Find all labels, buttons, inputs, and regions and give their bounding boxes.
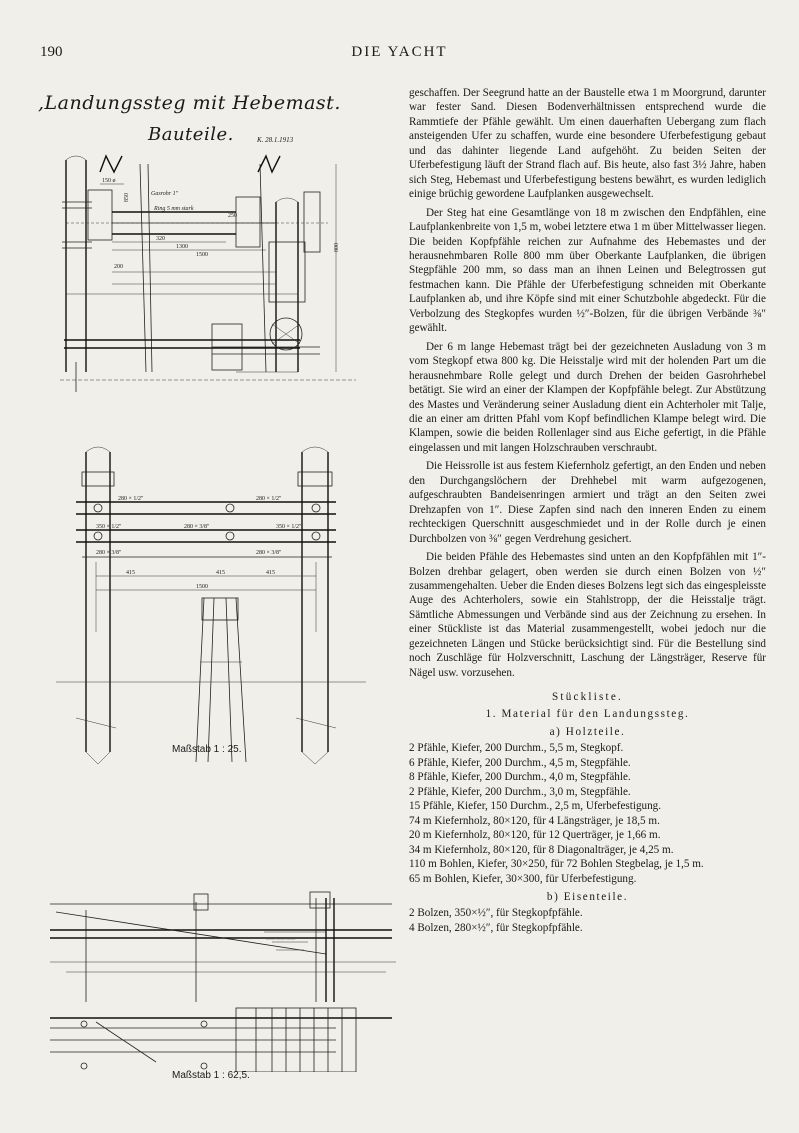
stueckliste-section-1: 1. Material für den Landungssteg. bbox=[485, 707, 690, 720]
list-item: 34 m Kiefernholz, 80×120, für 8 Diagonalträger, je 4,25 m. bbox=[409, 843, 674, 856]
figure-date-note: K. 28.1.1913 bbox=[257, 136, 294, 144]
svg-text:Ring 5 mm stark: Ring 5 mm stark bbox=[154, 206, 194, 212]
list-item: 20 m Kiefernholz, 80×120, für 12 Querträger, je 1,66 m. bbox=[409, 829, 661, 842]
caption-scale-62: Maßstab 1 : 62,5. bbox=[172, 1070, 250, 1081]
stueckliste-heading: Stückliste. bbox=[552, 691, 623, 704]
svg-text:200: 200 bbox=[114, 264, 123, 270]
paragraph-5: Die beiden Pfähle des Hebemastes sind unten an den Kopfpfählen mit 1″-Bolzen drehbar gelagert, oben werden sie durch einen Bolzen von ½″ zusammengehalten. Ueber die Enden dieses Bolzens legt sich das eingespleisste Auge des Achterholers, sowie ein Stahlstropp, der die Heisstalje trägt. Sämtliche Abmessungen und Verbände sind aus der Zeichnung zu ersehen. In einer Stückliste ist das Material zusammengestellt, wobei jedoch nur die gezeichneten Längen und Stücke berücksichtigt sind. Für die Bestellung sind noch Zuschläge für Holzverschnitt, Laschung der Längsträger, Reserve für Nägel usw. vorzusehen. bbox=[409, 551, 767, 679]
eisenteile-list bbox=[409, 906, 766, 935]
drawing-mast-head bbox=[36, 72, 406, 392]
paragraph-1: geschaffen. Der Seegrund hatte an der Baustelle etwa 1 m Moorgrund, darunter war fester Sand. Diesen Bodenverhältnissen entsprechend wurde die Rammtiefe der Pfähle gewählt. Um einen dauerhaften Uebergang zum flach ansteigenden Ufer zu schaffen, wurde eine besondere Uferbefestigung gebaut und das dahinter liegende Land aufgehöht. Zu beiden Seiten der Uferbefestigung läuft der Strand flach auf. Bis heute, also fast 3½ Jahre, haben sich Steg, Hebemast und Uferbefestigung bestens bewährt, es wurden lediglich einige brüchig gewordene Laufplanken ausgewechselt. bbox=[409, 87, 766, 201]
drawing-elevation bbox=[36, 432, 406, 792]
list-item: 4 Bolzen, 280×½″, für Stegkopfpfähle. bbox=[409, 921, 583, 934]
list-item: 110 m Bohlen, Kiefer, 30×250, für 72 Bohlen Stegbelag, je 1,5 m. bbox=[409, 858, 704, 871]
svg-text:—— —— ——: —— —— —— bbox=[266, 936, 296, 941]
svg-text:280 × 1/2": 280 × 1/2" bbox=[118, 496, 144, 502]
svg-text:415: 415 bbox=[126, 570, 135, 576]
svg-text:280 × 3/8": 280 × 3/8" bbox=[256, 550, 282, 556]
paragraph-2: Der Steg hat eine Gesamtlänge von 18 m zwischen den Endpfählen, eine Laufplankenbreite von 1,5 m, wobei letztere etwa 1 m über Mittelwasser liegen. Die beiden Kopfpfähle reichen zur Aufnahme des Hebemastes und der herausnehmbaren Rolle 800 mm über Oberkante Laufplanken, die übrigen Stegpfähle 200 mm, so dass man an ihnen Leinen und Belegtrossen gut festmachen kann. Die Pfähle der Uferbefestigung schneiden mit Oberkante Laufplanken ab, und ihre Köpfe sind mit einer Schutzbohle abgedeckt. Für die Verbolzung des Stegkopfes wurden ½″-Bolzen, für die übrigen Verbände ⅜″ gewählt. bbox=[409, 206, 766, 335]
svg-text:1300: 1300 bbox=[176, 244, 188, 250]
figure-subtitle: Bauteile. bbox=[148, 124, 234, 145]
holzteile-list bbox=[409, 741, 766, 886]
article-text bbox=[409, 86, 766, 935]
caption-scale-25: Maßstab 1 : 25. bbox=[172, 744, 242, 755]
list-item: 2 Pfähle, Kiefer, 200 Durchm., 5,5 m, Stegkopf. bbox=[409, 742, 624, 755]
page-number: 190 bbox=[40, 44, 63, 60]
list-item: 65 m Bohlen, Kiefer, 30×300, für Uferbefestigung. bbox=[409, 872, 637, 885]
svg-text:415: 415 bbox=[216, 570, 225, 576]
paragraph-3: Der 6 m lange Hebemast trägt bei der gezeichneten Ausladung von 3 m vom Stegkopf etwa 800 kg. Die Heisstalje wird mit der holenden Part um die herausnehmbare Rolle gelegt und durch Drehen der beiden Gasrohrhebel betätigt. Sie wird an einer der Klampen der Kopfpfähle belegt. Zur Abstützung des Mastes und Veränderung seiner Ausladung dient ein Achterholer mit Talje, die an einer am dritten Pfahl vom Kopf befindlichen Klampe belegt wird. Die Klampen, sowie die beiden Rollenlager sind aus Eiche gefertigt, in die Pfähle eingelassen und mit langen Holzschrauben verschraubt. bbox=[409, 340, 766, 454]
drawing-plan bbox=[36, 822, 406, 1072]
svg-text:1500: 1500 bbox=[196, 584, 208, 590]
svg-text:850: 850 bbox=[124, 193, 130, 202]
svg-text:280 × 1/2": 280 × 1/2" bbox=[256, 496, 282, 502]
list-item: 6 Pfähle, Kiefer, 200 Durchm., 4,5 m, Stegpfähle. bbox=[409, 756, 631, 769]
svg-text:350 × 1/2": 350 × 1/2" bbox=[96, 524, 122, 530]
stueckliste-sub-a: a) Holzteile. bbox=[549, 726, 626, 739]
svg-text:Gasrohr 1": Gasrohr 1" bbox=[151, 191, 179, 197]
svg-text:150 ø: 150 ø bbox=[102, 178, 116, 184]
list-item: 74 m Kiefernholz, 80×120, für 4 Längsträger, je 18,5 m. bbox=[409, 814, 660, 827]
list-item: 2 Bolzen, 350×½″, für Stegkopfpfähle. bbox=[409, 907, 583, 920]
svg-text:1500: 1500 bbox=[196, 252, 208, 258]
svg-text:280 × 3/8": 280 × 3/8" bbox=[96, 550, 122, 556]
running-head: DIE YACHT bbox=[351, 44, 448, 60]
svg-text:415: 415 bbox=[266, 570, 275, 576]
svg-text:320: 320 bbox=[156, 236, 165, 242]
list-item: 15 Pfähle, Kiefer, 150 Durchm., 2,5 m, Uferbefestigung. bbox=[409, 800, 662, 813]
figure-area bbox=[36, 72, 406, 1102]
list-item: 8 Pfähle, Kiefer, 200 Durchm., 4,0 m, Stegpfähle. bbox=[409, 771, 631, 784]
svg-text:800: 800 bbox=[334, 243, 340, 252]
paragraph-4: Die Heissrolle ist aus festem Kiefernholz gefertigt, an den Enden und neben den Durchgangslöchern der Drehhebel mit warm aufgezogenen, aufgeschraubten Bandeisenringen armiert und trägt an den Seiten zwei Drehzapfen von 1″. Diese Zapfen sind nach den inneren Enden zu einem rechteckigen Querschnitt ausgeschmiedet und in der Rolle durch je einen Durchbolzen von ⅜″ gegen Verdrehung gesichert. bbox=[409, 460, 766, 545]
list-item: 2 Pfähle, Kiefer, 200 Durchm., 3,0 m, Stegpfähle. bbox=[409, 785, 631, 798]
svg-text:250: 250 bbox=[228, 213, 237, 219]
figure-title: ,Landungssteg mit Hebemast. bbox=[38, 92, 341, 114]
stueckliste-sub-b: b) Eisenteile. bbox=[546, 891, 629, 904]
svg-text:280 × 3/8": 280 × 3/8" bbox=[184, 524, 210, 530]
svg-text:350 × 1/2": 350 × 1/2" bbox=[276, 524, 302, 530]
